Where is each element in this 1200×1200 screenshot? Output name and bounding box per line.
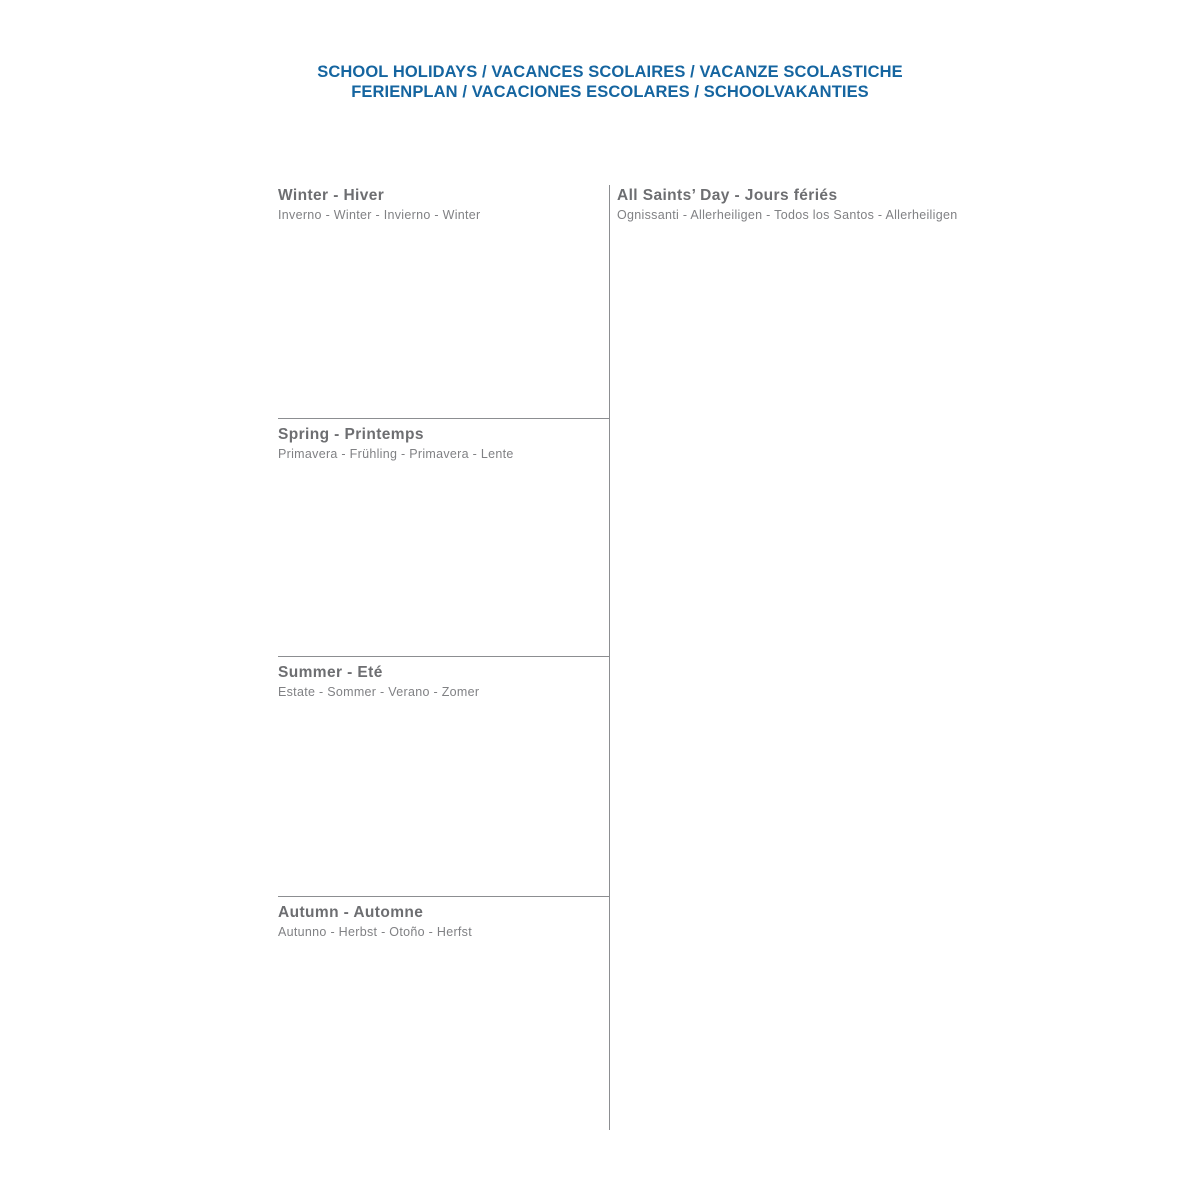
season-title-spring: Spring - Printemps xyxy=(278,426,424,443)
page-title-line2: FERIENPLAN / VACACIONES ESCOLARES / SCHOOLVAKANTIES xyxy=(351,83,869,101)
planner-grid xyxy=(278,185,1179,1130)
page-title xyxy=(0,62,1200,102)
page-title-line1: SCHOOL HOLIDAYS / VACANCES SCOLAIRES / VACANZE SCOLASTICHE xyxy=(317,63,903,81)
season-section-winter xyxy=(278,185,609,418)
seasons-column xyxy=(278,185,609,1130)
holidays-section xyxy=(617,185,1179,224)
season-section-autumn xyxy=(278,896,609,1130)
season-title-winter: Winter - Hiver xyxy=(278,187,385,204)
season-subtitle-summer: Estate - Sommer - Verano - Zomer xyxy=(278,685,480,700)
holidays-title: All Saints’ Day - Jours fériés xyxy=(617,187,838,204)
season-section-spring xyxy=(278,418,609,656)
holidays-column xyxy=(609,185,1179,1130)
season-title-summer: Summer - Eté xyxy=(278,664,383,681)
holidays-subtitle: Ognissanti - Allerheiligen - Todos los Santos - Allerheiligen xyxy=(617,208,958,223)
season-subtitle-autumn: Autunno - Herbst - Otoño - Herfst xyxy=(278,925,472,940)
season-section-summer xyxy=(278,656,609,896)
season-subtitle-winter: Inverno - Winter - Invierno - Winter xyxy=(278,208,481,223)
season-subtitle-spring: Primavera - Frühling - Primavera - Lente xyxy=(278,447,514,462)
season-title-autumn: Autumn - Automne xyxy=(278,904,424,921)
